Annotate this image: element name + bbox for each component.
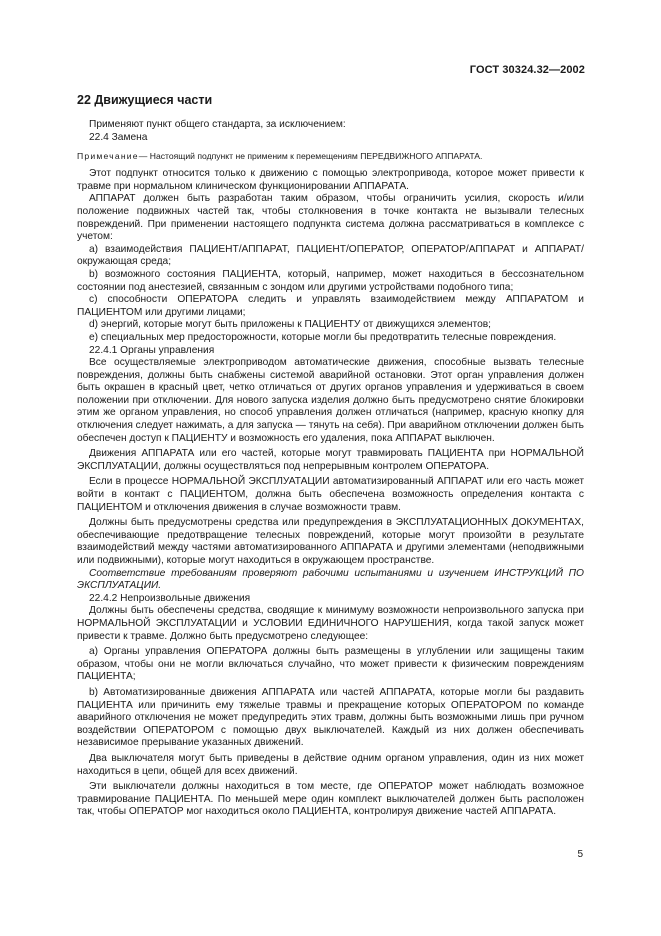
subclause-heading: 22.4 Замена bbox=[89, 131, 148, 143]
paragraph: Два выключателя могут быть приведены в действие одним органом управления, один из них может находиться в цепи, общей для всех движений. bbox=[77, 752, 584, 777]
list-item: d) энергий, которые могут быть приложены к ПАЦИЕНТУ от движущихся элементов; bbox=[89, 319, 491, 331]
paragraph: Применяют пункт общего стандарта, за исключением: bbox=[89, 119, 346, 130]
paragraph: Движения АППАРАТА или его частей, которые могут травмировать ПАЦИЕНТА при НОРМАЛЬНОЙ ЭКСПЛУАТАЦИИ, должны осуществляться под непрерывным контролем ОПЕРАТОРА. bbox=[77, 448, 584, 472]
paragraph: АППАРАТ должен быть разработан таким образом, чтобы ограничить усилия, скорость и/или положение подвижных частей так, чтобы столкновения в точке контакта не вызывали телесных повреждений. При применении настоящего подпункта система должна рассматриваться в комплексе с учетом: bbox=[77, 193, 584, 243]
list-item: b) возможного состояния ПАЦИЕНТА, который, например, может находиться в бессознательном состоянии под анестезией, связанным с зондом или другими устройствами подобного типа; bbox=[77, 268, 584, 293]
paragraph: Должны быть предусмотрены средства или предупреждения в ЭКСПЛУАТАЦИОННЫХ ДОКУМЕНТАХ, обеспечивающие предотвращение телесных повреждений, которые могут произойти в результате взаимодействий между частями автоматизированного АППАРАТА и другими элементами (неподвижными или подвижными), которые могут находиться в окружающем пространстве. bbox=[77, 517, 584, 566]
list-item: c) способности ОПЕРАТОРА следить и управлять взаимодействием между АППАРАТОМ и ПАЦИЕНТОМ или другими лицами; bbox=[77, 294, 584, 318]
note-label: Примечание bbox=[77, 151, 139, 162]
list-item: b) Автоматизированные движения АППАРАТА или частей АППАРАТА, которые могли бы раздавить ПАЦИЕНТА или причинить ему тяжелые травмы и прекращение которых ОПЕРАТОРОМ по команде аварийного отключения не может предупредить этих травм, должны быть возможными лишь при ручном воздействии ОПЕРАТОРОМ с помощью двух выключателей. Каждый из них должен обеспечивать независимое прерывание указанных движений. bbox=[77, 686, 584, 749]
note bbox=[77, 150, 584, 162]
subclause-heading: 22.4.2 Непроизвольные движения bbox=[89, 592, 251, 604]
note-text: — Настоящий подпункт не применим к перемещениям ПЕРЕДВИЖНОГО АППАРАТА. bbox=[138, 151, 483, 162]
list-item: a) Органы управления ОПЕРАТОРА должны быть размещены в углублении или защищены таким образом, чтобы они не могли включаться случайно, что может привести к физическим повреждениям ПАЦИЕНТА; bbox=[77, 646, 584, 683]
compliance-statement: Соответствие требованиям проверяют рабочими испытаниями и изучением ИНСТРУКЦИЙ ПО ЭКСПЛУАТАЦИИ. bbox=[77, 567, 584, 592]
paragraph: Если в процессе НОРМАЛЬНОЙ ЭКСПЛУАТАЦИИ автоматизированный АППАРАТ или его часть может войти в контакт с ПАЦИЕНТОМ, должна быть обеспечена возможность определения контакта с ПАЦИЕНТОМ и отключения движения в случае возможности травм. bbox=[77, 476, 584, 513]
subclause-heading: 22.4.1 Органы управления bbox=[89, 344, 215, 356]
paragraph: Все осуществляемые электроприводом автоматические движения, способные вызвать телесные повреждения, должны быть снабжены системой аварийной остановки. Этот орган управления должен быть окрашен в красный цвет, четко отличаться от других органов управления и удерживаться в своем положении при отключении. Для нового запуска изделия должно быть предусмотрено снятие блокировки этим же органом управления, но способ управления должен отличаться (например, красную кнопку для отключения следует нажимать, а для запуска — тянуть на себя). При аварийном отключении должен быть обеспечен доступ к ПАЦИЕНТУ и возможность его удаления, пока АППАРАТ выключен. bbox=[77, 357, 584, 444]
document-code: ГОСТ 30324.32—2002 bbox=[469, 64, 585, 76]
section-title: 22 Движущиеся части bbox=[77, 93, 213, 107]
document-body bbox=[77, 92, 584, 819]
list-item: a) взаимодействия ПАЦИЕНТ/АППАРАТ, ПАЦИЕНТ/ОПЕРАТОР, ОПЕРАТОР/АППАРАТ и АППАРАТ/окружающая среда; bbox=[77, 243, 584, 268]
list-item: e) специальных мер предосторожности, которые могли бы предотвратить телесные повреждения. bbox=[89, 331, 557, 343]
page-number: 5 bbox=[577, 849, 583, 860]
paragraph: Этот подпункт относится только к движению с помощью электропривода, которое может привести к травме при нормальном клиническом функционировании АППАРАТА. bbox=[77, 168, 584, 192]
paragraph: Эти выключатели должны находиться в том месте, где ОПЕРАТОР может наблюдать возможное травмирование ПАЦИЕНТА. По меньшей мере один комплект выключателей должен быть расположен так, чтобы ОПЕРАТОР мог находиться около ПАЦИЕНТА, контролируя движение частей АППАРАТА. bbox=[77, 781, 584, 818]
paragraph: Должны быть обеспечены средства, сводящие к минимуму возможности непроизвольного запуска при НОРМАЛЬНОЙ ЭКСПЛУАТАЦИИ и УСЛОВИИ ЕДИНИЧНОГО НАРУШЕНИЯ, когда такой запуск может привести к травме. Должно быть предусмотрено следующее: bbox=[77, 605, 584, 642]
